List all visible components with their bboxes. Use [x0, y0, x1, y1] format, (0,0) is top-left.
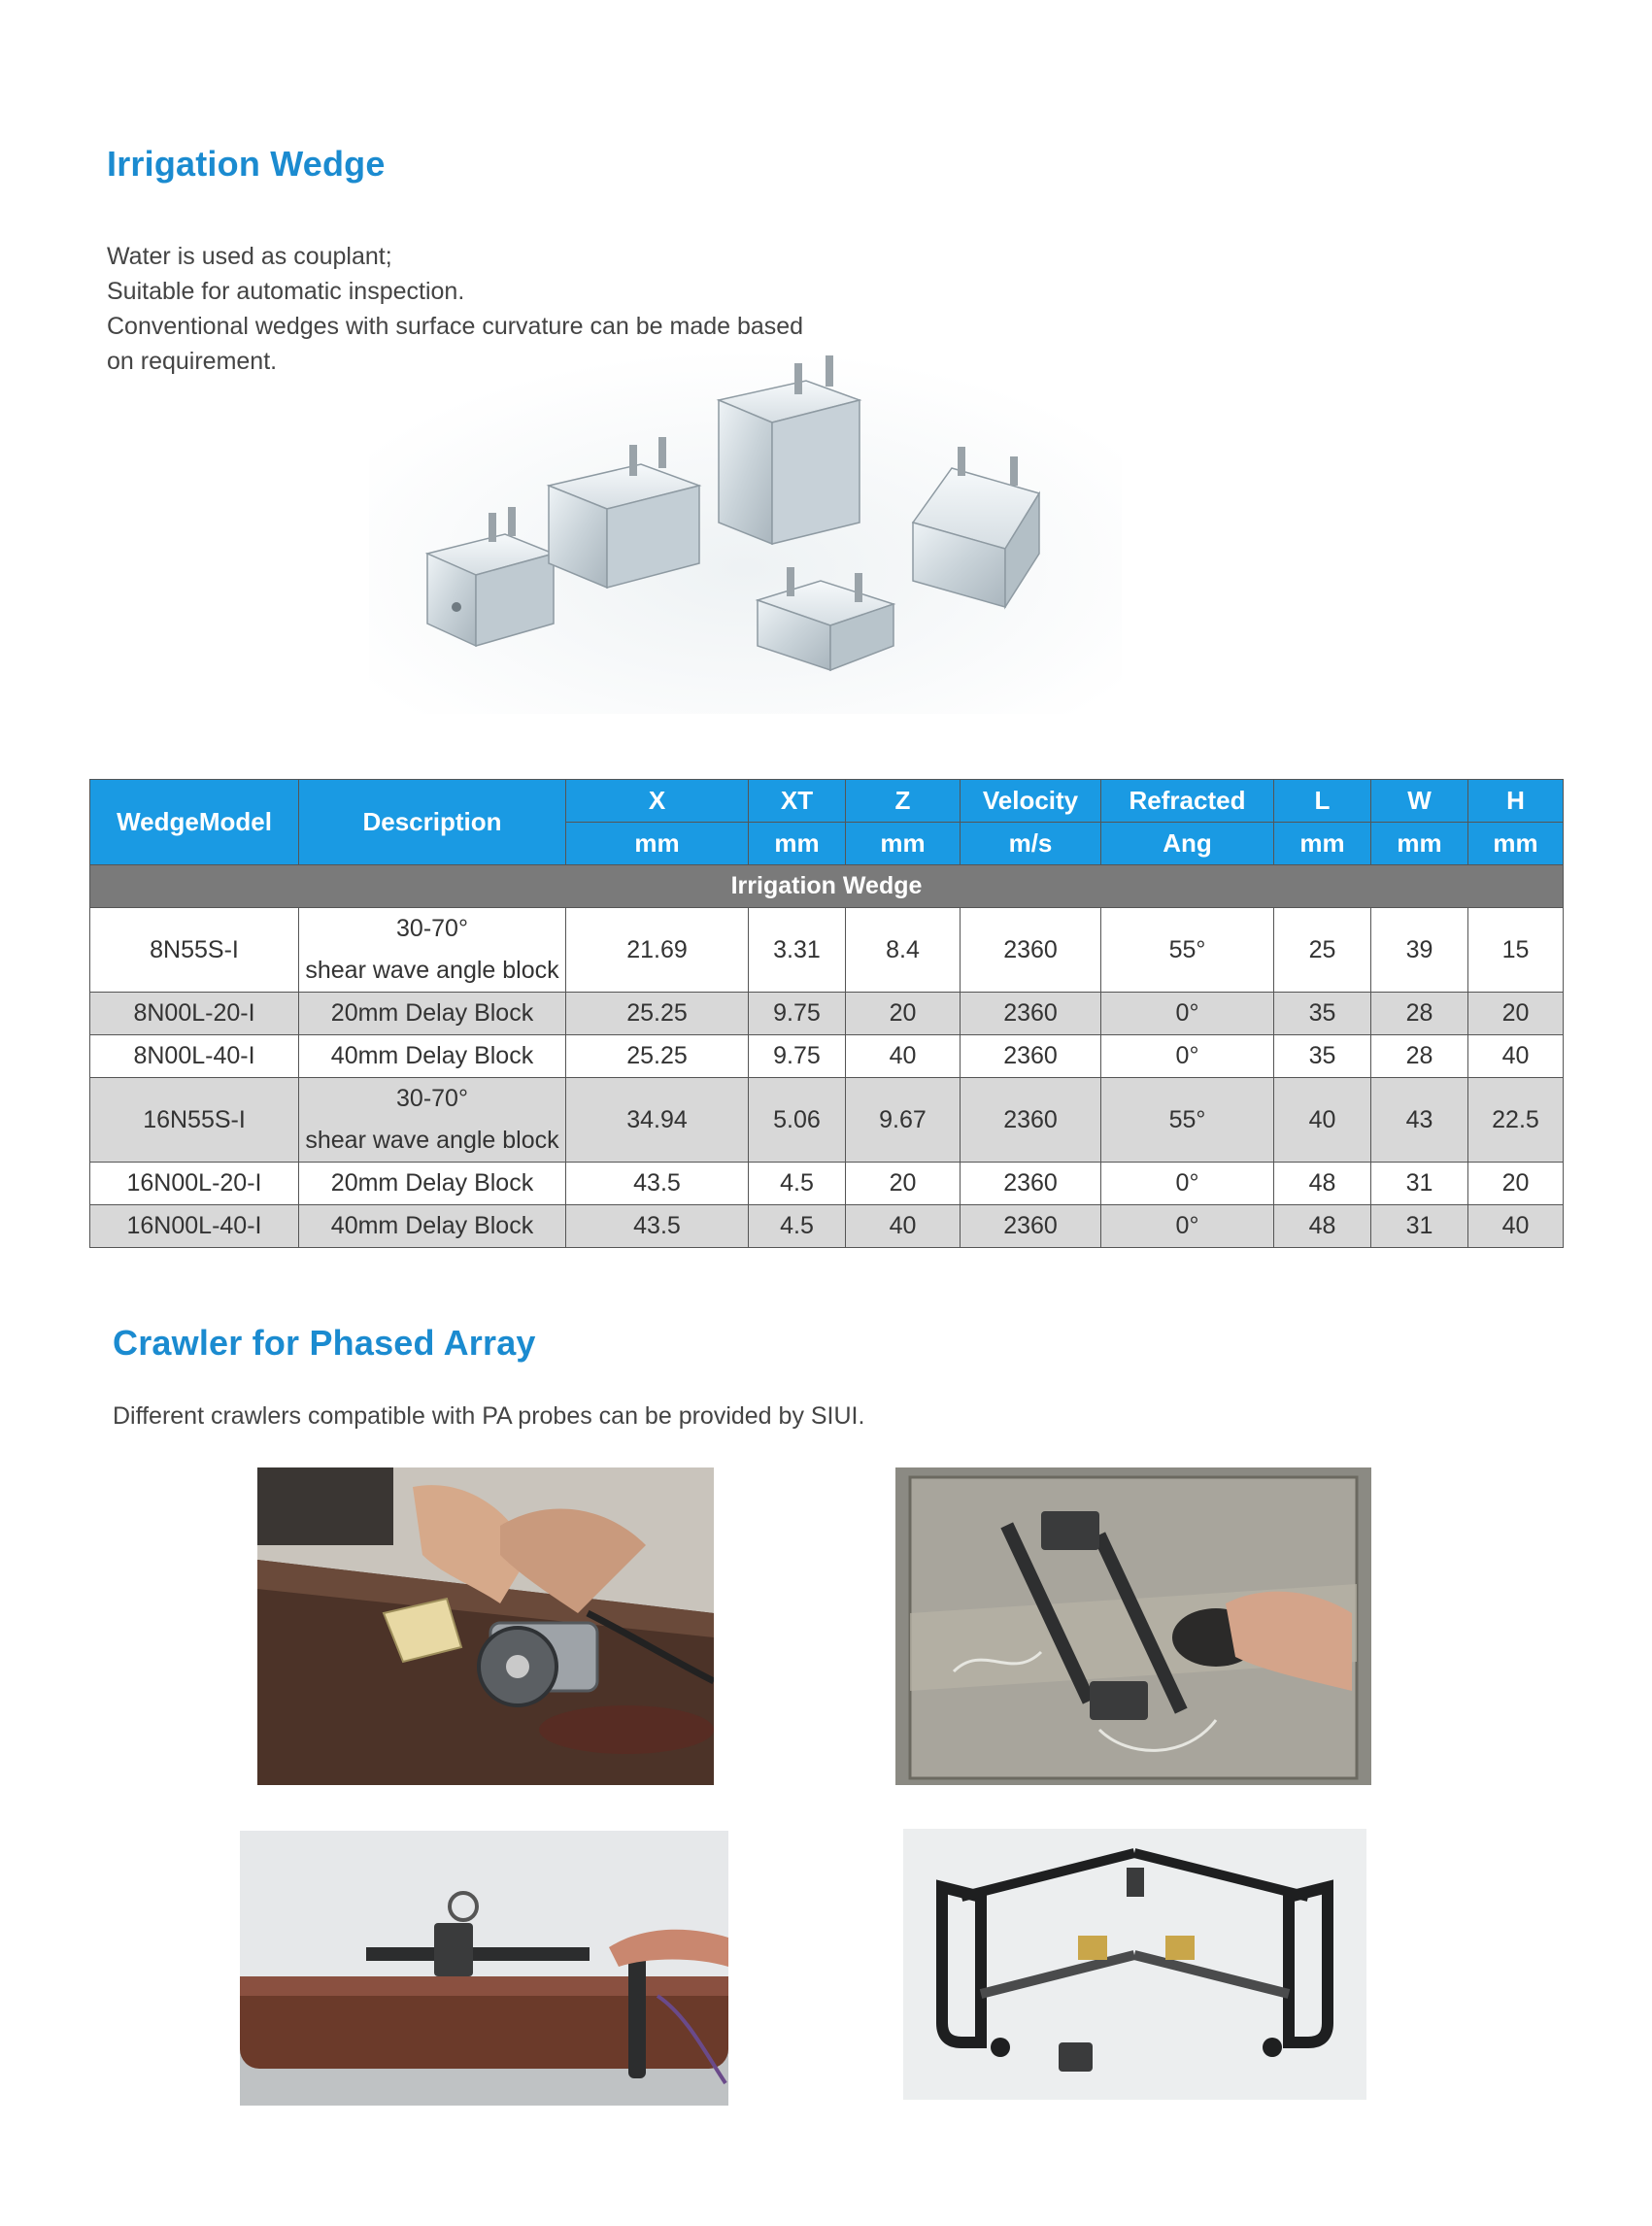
- header-l: L: [1274, 780, 1371, 823]
- cell-xt: 4.5: [749, 1205, 846, 1248]
- header-h: H: [1468, 780, 1564, 823]
- cell-angle: 0°: [1101, 1205, 1274, 1248]
- cell-angle: 0°: [1101, 1163, 1274, 1205]
- cell-x: 34.94: [566, 1078, 749, 1163]
- section-label: Irrigation Wedge: [90, 865, 1564, 908]
- cell-xt: 4.5: [749, 1163, 846, 1205]
- description-line: Suitable for automatic inspection.: [107, 278, 465, 305]
- irrigation-wedge-spec-table: [89, 779, 1564, 1248]
- cell-z: 8.4: [846, 908, 961, 993]
- description-line: Conventional wedges with surface curvature can be made based: [107, 313, 804, 340]
- cell-velocity: 2360: [961, 1078, 1101, 1163]
- cell-h: 40: [1468, 1035, 1564, 1078]
- description-line: on requirement.: [107, 348, 278, 375]
- crawler-description: Different crawlers compatible with PA probes can be provided by SIUI.: [113, 1402, 865, 1430]
- cell-model: 16N00L-20-I: [90, 1163, 299, 1205]
- cell-x: 25.25: [566, 1035, 749, 1078]
- cell-description: 20mm Delay Block: [299, 1163, 566, 1205]
- header-wedge-model: WedgeModel: [90, 780, 299, 865]
- cell-velocity: 2360: [961, 908, 1101, 993]
- cell-x: 21.69: [566, 908, 749, 993]
- cell-l: 25: [1274, 908, 1371, 993]
- cell-angle: 55°: [1101, 908, 1274, 993]
- cell-w: 28: [1371, 1035, 1468, 1078]
- crawler-photo-steel-plate: [895, 1467, 1371, 1785]
- table-row: [90, 1163, 1564, 1205]
- table-section-row: [90, 865, 1564, 908]
- header-description: Description: [299, 780, 566, 865]
- cell-model: 16N00L-40-I: [90, 1205, 299, 1248]
- cell-z: 9.67: [846, 1078, 961, 1163]
- cell-description: 30-70° shear wave angle block: [299, 908, 566, 993]
- cell-z: 40: [846, 1035, 961, 1078]
- cell-h: 20: [1468, 993, 1564, 1035]
- unit-velocity: m/s: [961, 823, 1101, 865]
- cell-xt: 5.06: [749, 1078, 846, 1163]
- cell-xt: 3.31: [749, 908, 846, 993]
- cell-description: 30-70° shear wave angle block: [299, 1078, 566, 1163]
- table-header-row: [90, 780, 1564, 823]
- cell-l: 48: [1274, 1205, 1371, 1248]
- crawler-photo-pipe: [240, 1831, 728, 2106]
- table-row: [90, 993, 1564, 1035]
- unit-x: mm: [566, 823, 749, 865]
- header-xt: XT: [749, 780, 846, 823]
- cell-l: 35: [1274, 993, 1371, 1035]
- crawler-photo-hand-probe: [257, 1467, 714, 1785]
- header-w: W: [1371, 780, 1468, 823]
- cell-velocity: 2360: [961, 993, 1101, 1035]
- irrigation-wedges-photo: [369, 350, 1122, 714]
- unit-xt: mm: [749, 823, 846, 865]
- cell-description: 40mm Delay Block: [299, 1035, 566, 1078]
- header-refracted: Refracted: [1101, 780, 1274, 823]
- crawler-photo-frame: [903, 1829, 1366, 2100]
- cell-z: 20: [846, 993, 961, 1035]
- irrigation-wedge-title: Irrigation Wedge: [107, 144, 386, 184]
- cell-xt: 9.75: [749, 993, 846, 1035]
- unit-refracted: Ang: [1101, 823, 1274, 865]
- unit-l: mm: [1274, 823, 1371, 865]
- cell-h: 15: [1468, 908, 1564, 993]
- cell-x: 43.5: [566, 1163, 749, 1205]
- cell-angle: 0°: [1101, 1035, 1274, 1078]
- cell-description: 20mm Delay Block: [299, 993, 566, 1035]
- cell-x: 25.25: [566, 993, 749, 1035]
- table-row: [90, 1078, 1564, 1163]
- cell-x: 43.5: [566, 1205, 749, 1248]
- cell-l: 35: [1274, 1035, 1371, 1078]
- cell-z: 20: [846, 1163, 961, 1205]
- cell-velocity: 2360: [961, 1035, 1101, 1078]
- cell-model: 8N00L-20-I: [90, 993, 299, 1035]
- cell-l: 40: [1274, 1078, 1371, 1163]
- unit-w: mm: [1371, 823, 1468, 865]
- cell-velocity: 2360: [961, 1205, 1101, 1248]
- cell-model: 8N55S-I: [90, 908, 299, 993]
- header-x: X: [566, 780, 749, 823]
- cell-model: 16N55S-I: [90, 1078, 299, 1163]
- unit-z: mm: [846, 823, 961, 865]
- unit-h: mm: [1468, 823, 1564, 865]
- header-z: Z: [846, 780, 961, 823]
- cell-velocity: 2360: [961, 1163, 1101, 1205]
- cell-description: 40mm Delay Block: [299, 1205, 566, 1248]
- crawler-title: Crawler for Phased Array: [113, 1323, 536, 1363]
- cell-w: 31: [1371, 1163, 1468, 1205]
- table-row: [90, 1205, 1564, 1248]
- cell-angle: 0°: [1101, 993, 1274, 1035]
- table-row: [90, 908, 1564, 993]
- table-row: [90, 1035, 1564, 1078]
- description-line: Water is used as couplant;: [107, 243, 392, 270]
- cell-w: 39: [1371, 908, 1468, 993]
- cell-l: 48: [1274, 1163, 1371, 1205]
- cell-h: 40: [1468, 1205, 1564, 1248]
- header-velocity: Velocity: [961, 780, 1101, 823]
- cell-angle: 55°: [1101, 1078, 1274, 1163]
- cell-w: 43: [1371, 1078, 1468, 1163]
- cell-model: 8N00L-40-I: [90, 1035, 299, 1078]
- cell-z: 40: [846, 1205, 961, 1248]
- cell-xt: 9.75: [749, 1035, 846, 1078]
- cell-h: 20: [1468, 1163, 1564, 1205]
- cell-w: 28: [1371, 993, 1468, 1035]
- cell-h: 22.5: [1468, 1078, 1564, 1163]
- cell-w: 31: [1371, 1205, 1468, 1248]
